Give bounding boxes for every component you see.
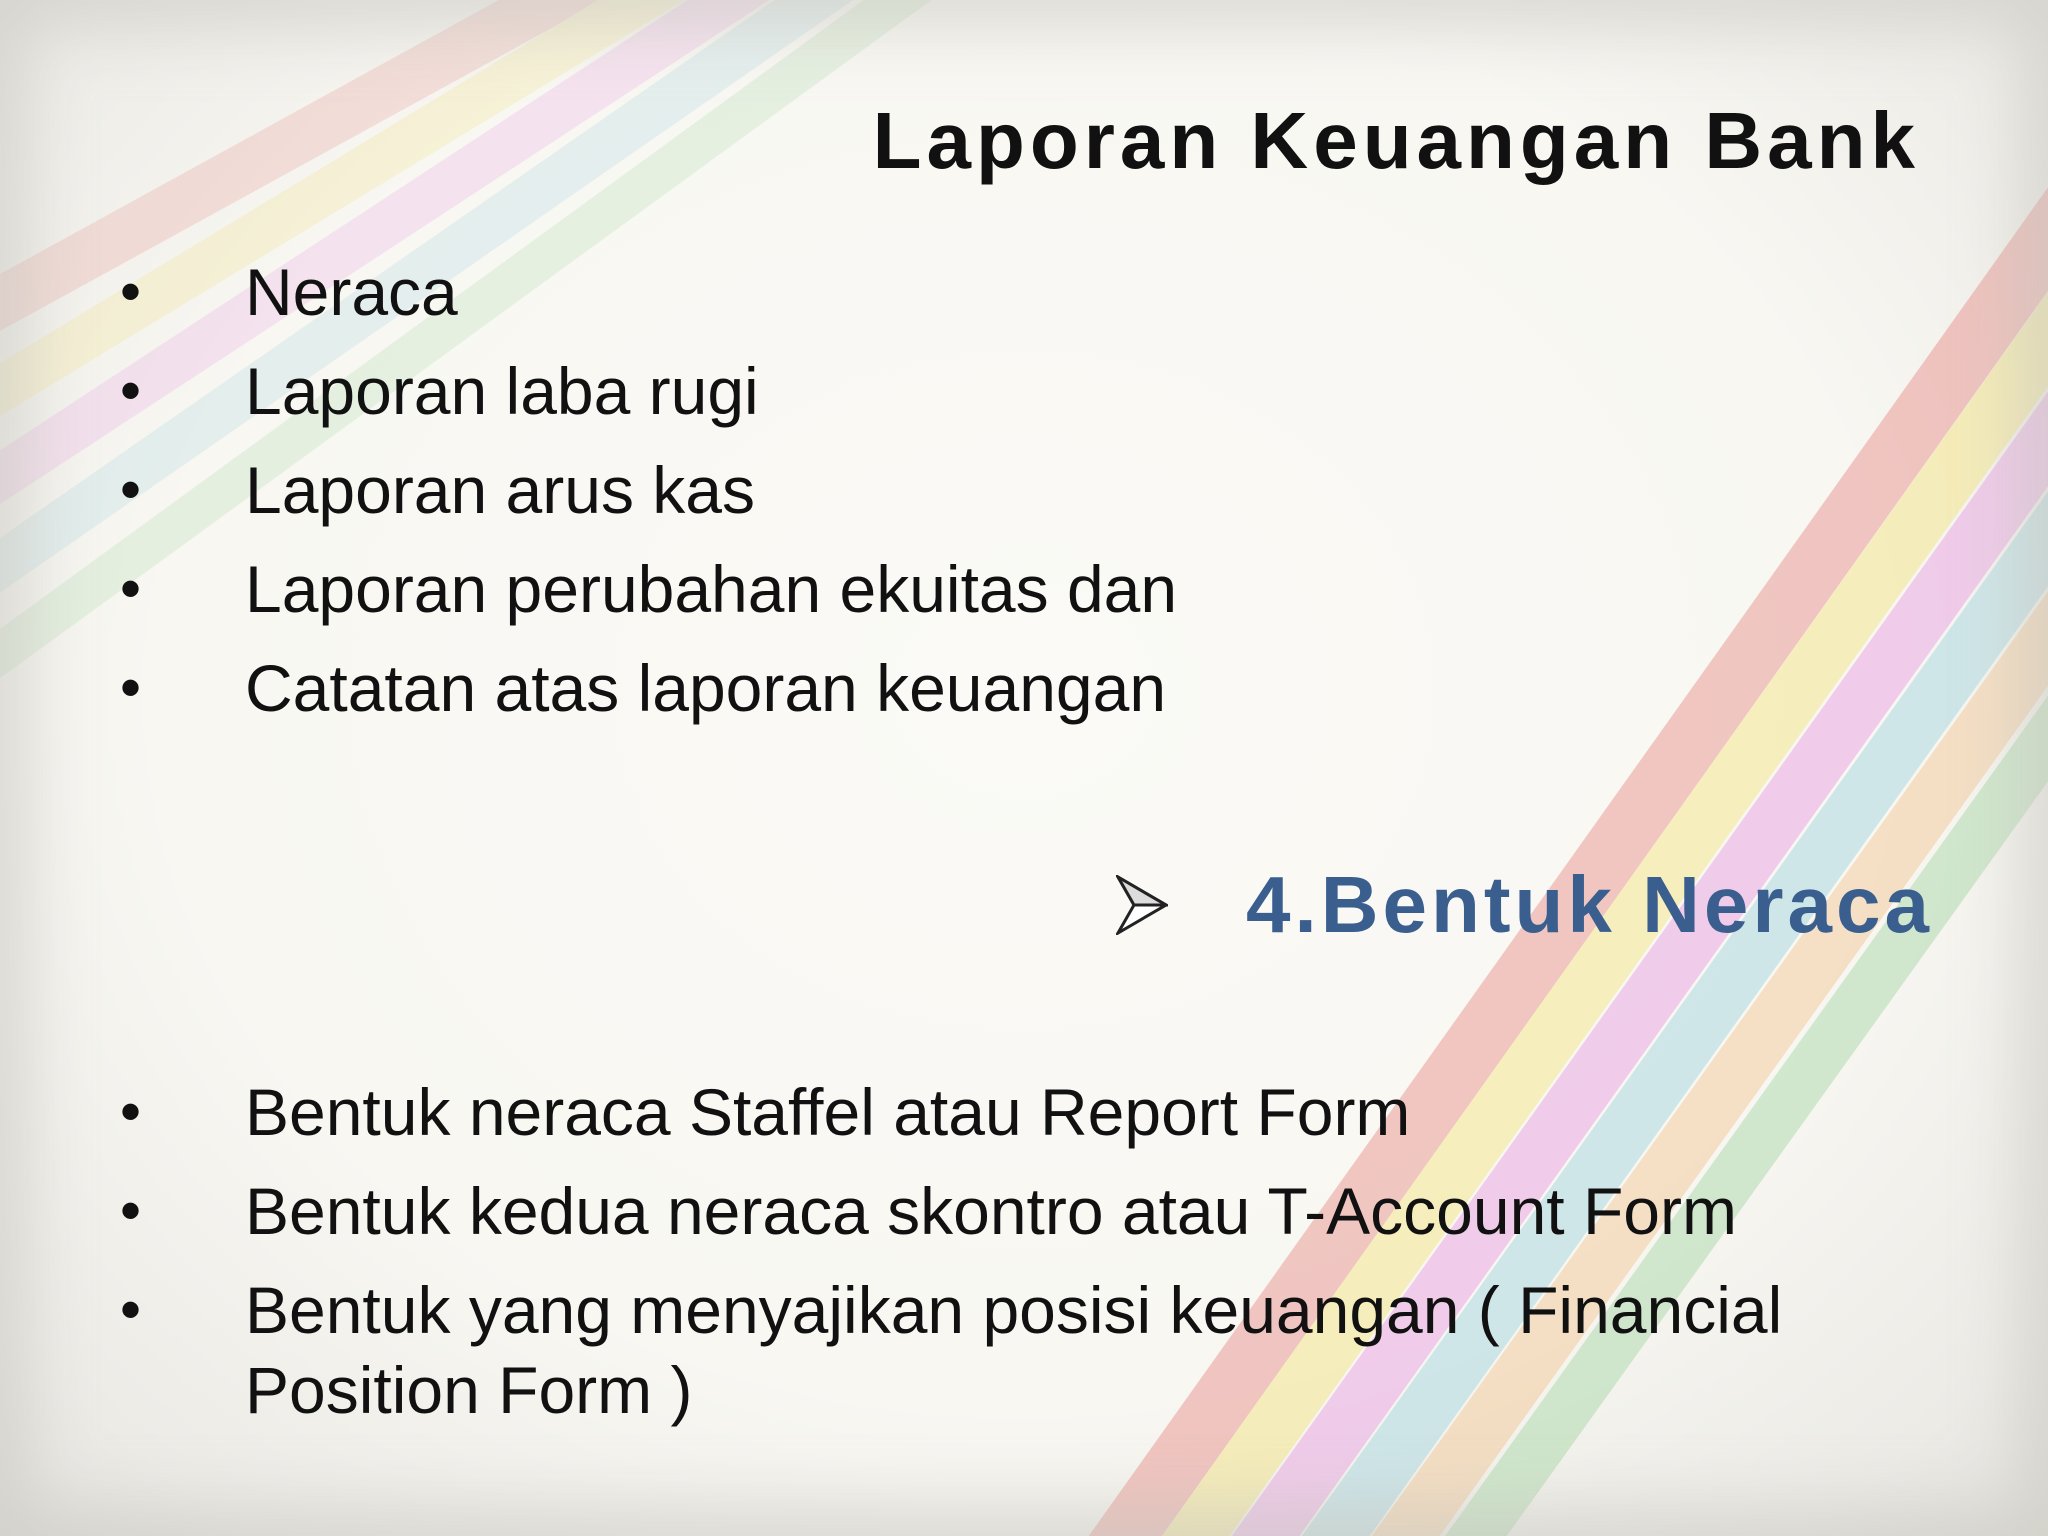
list-item (120, 1072, 1880, 1152)
list-item-text: Laporan arus kas (245, 453, 755, 527)
bullet-icon: • (120, 1078, 142, 1145)
list-item-text: Laporan laba rugi (245, 354, 759, 428)
list-item (120, 450, 1880, 549)
list-item-text: Laporan perubahan ekuitas dan (245, 552, 1178, 626)
section-heading (1116, 860, 1933, 950)
list-item (120, 252, 1880, 351)
bullet-icon: • (120, 456, 142, 523)
financial-reports-list (120, 252, 1880, 747)
list-item-text: Bentuk neraca Staffel atau Report Form (245, 1075, 1411, 1149)
bullet-icon: • (120, 258, 142, 325)
bullet-icon: • (120, 357, 142, 424)
bullet-icon: • (120, 1177, 142, 1244)
balance-sheet-forms-list (120, 1072, 1880, 1449)
list-item-text: Catatan atas laporan keuangan (245, 651, 1167, 725)
bullet-icon: • (120, 654, 142, 721)
list-item-text: Neraca (245, 255, 458, 329)
bullet-icon: • (120, 555, 142, 622)
bullet-icon: • (120, 1276, 142, 1343)
list-item (120, 549, 1880, 648)
slide-title: Laporan Keuangan Bank (872, 96, 1920, 185)
list-item (120, 351, 1880, 450)
list-item (120, 648, 1880, 747)
arrow-bullet-icon (1116, 875, 1168, 935)
list-item-text: Bentuk yang menyajikan posisi keuangan ( Financial Position Form ) (245, 1273, 1783, 1427)
section-heading-text: 4.Bentuk Neraca (1246, 860, 1933, 949)
list-item (120, 1171, 1880, 1251)
list-item (120, 1270, 1880, 1430)
list-item-text: Bentuk kedua neraca skontro atau T-Account Form (245, 1174, 1737, 1248)
